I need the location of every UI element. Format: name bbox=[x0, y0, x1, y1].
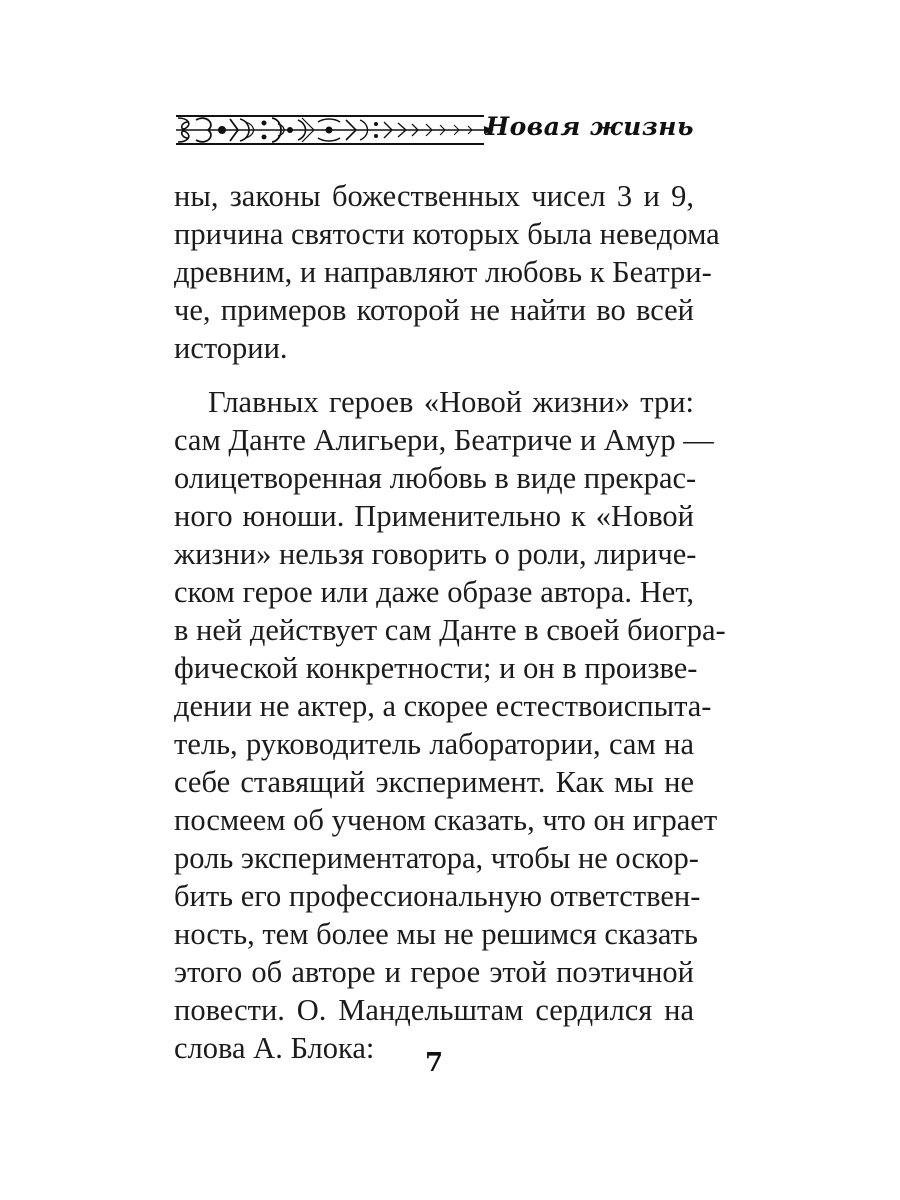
paragraph bbox=[174, 177, 720, 367]
text-line: ность, тем более мы не решимся сказать bbox=[174, 917, 698, 951]
text-line: в ней действует сам Данте в своей биогра- bbox=[174, 613, 726, 647]
text-line: слова А. Блока: bbox=[174, 1031, 375, 1065]
text-line: этого об авторе и герое этой поэтичной bbox=[174, 955, 694, 989]
text-line: причина святости которых была неведома bbox=[174, 217, 720, 251]
text-line: ного юноши. Применительно к «Новой bbox=[174, 499, 694, 533]
page-number: 7 bbox=[424, 1048, 444, 1078]
text-line: жизни» нельзя говорить о роли, лириче- bbox=[174, 537, 697, 571]
text-line: сам Данте Алигьери, Беатриче и Амур — bbox=[174, 423, 714, 457]
running-title: Новая жизнь bbox=[485, 112, 694, 141]
text-line: посмеем об ученом сказать, что он играет bbox=[174, 803, 718, 837]
paragraph bbox=[174, 383, 726, 1067]
text-line: ны, законы божественных чисел 3 и 9, bbox=[174, 179, 694, 213]
ornament-rule-icon bbox=[174, 110, 496, 150]
text-line: истории. bbox=[174, 331, 288, 365]
text-line: фической конкретности; и он в произве- bbox=[174, 651, 698, 685]
text-line: роль экспериментатора, чтобы не оскор- bbox=[174, 841, 699, 875]
text-line: ском герое или даже образе автора. Нет, bbox=[174, 575, 694, 609]
body-text bbox=[174, 177, 726, 1067]
text-line: повести. О. Мандельштам сердился на bbox=[174, 993, 694, 1027]
running-header bbox=[174, 106, 694, 154]
text-line: тель, руководитель лаборатории, сам на bbox=[174, 727, 694, 761]
text-line: дении не актер, а скорее естествоиспыта- bbox=[174, 689, 712, 723]
text-line: себе ставящий эксперимент. Как мы не bbox=[174, 765, 694, 799]
text-line: че, примеров которой не найти во всей bbox=[174, 293, 694, 327]
text-line: древним, и направляют любовь к Беатри- bbox=[174, 255, 712, 289]
text-line: олицетворенная любовь в виде прекрас- bbox=[174, 461, 697, 495]
text-line: Главных героев «Новой жизни» три: bbox=[208, 385, 694, 419]
text-line: бить его профессиональную ответствен- bbox=[174, 879, 701, 913]
